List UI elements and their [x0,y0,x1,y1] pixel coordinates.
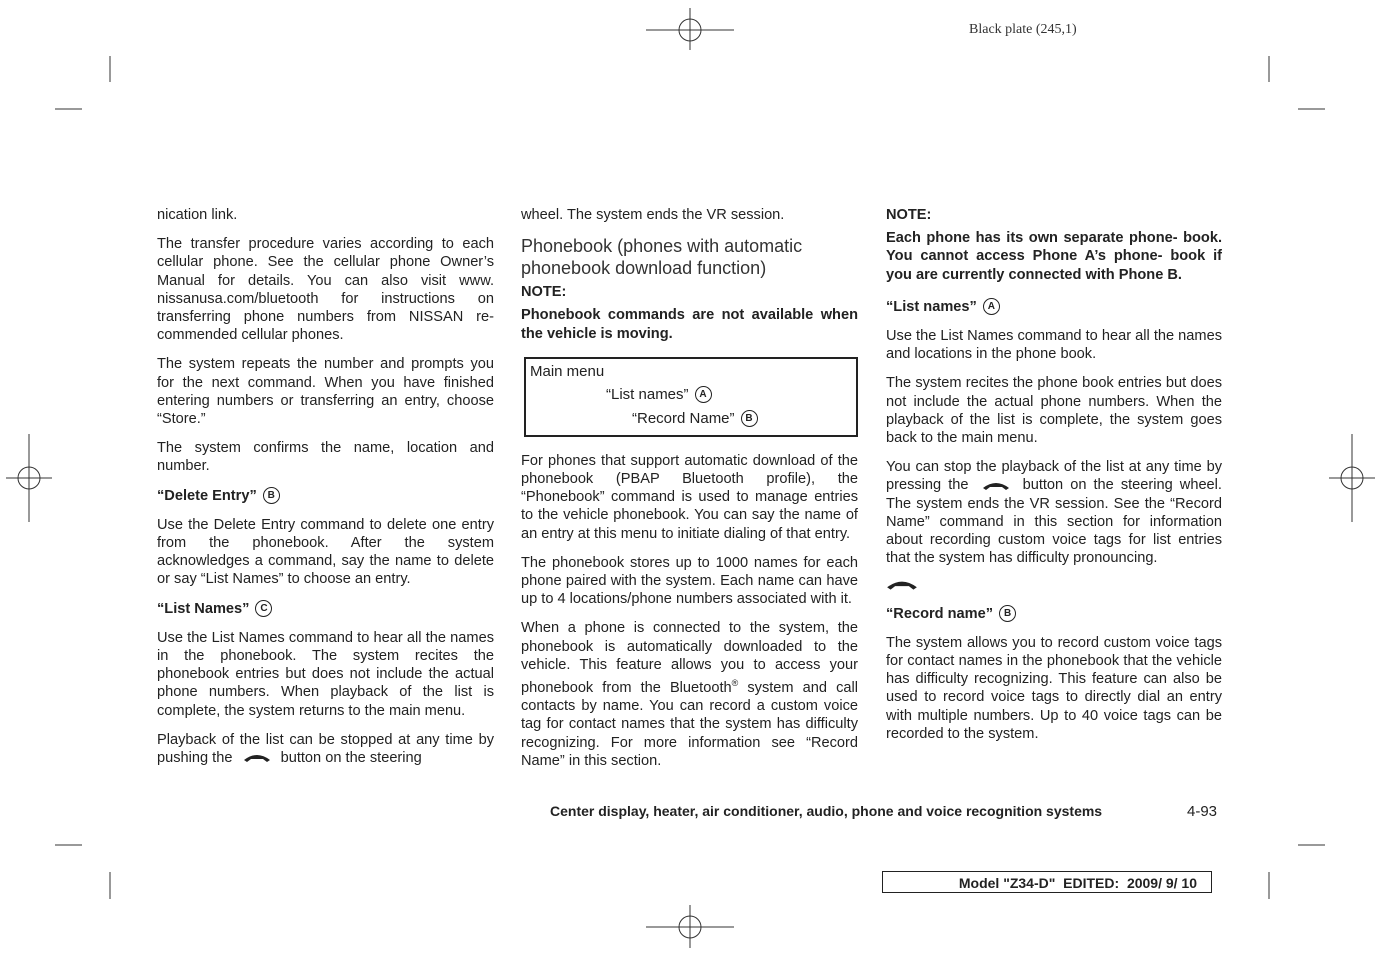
paragraph: wheel. The system ends the VR session. [521,207,785,223]
phone-icon-block [886,578,1222,596]
paragraph: The system recites the phone book entries but does not include the actual phone numbers. When the playback of the list is complete, the system goes back to the main menu. [886,375,1222,447]
callout-c-badge: C [255,600,272,617]
model-label: Model [958,875,1000,891]
registered-mark: ® [731,678,739,689]
paragraph: Use the Delete Entry command to delete one entry from the phonebook. After the system acknowledges a command, say the name to delete or say “List Names” to choose an entry. [157,516,494,588]
paragraph: Use the List Names command to hear all the names in the phonebook. The system recites the phonebook entries but does not include the actual phone numbers. When playback of the list is complete, the system returns to the main menu. [157,629,494,719]
paragraph [521,619,858,769]
paragraph-text: You can stop the playback of the list at any time by pressing the [886,459,1222,494]
paragraph: For phones that support automatic download of the phonebook (PBAP Bluetooth profile), the “Phonebook” command is used to manage entries to the vehicle phonebook. You can say the name of an entry at this menu to initiate dialing of that entry. [521,452,858,542]
paragraph: Use the List Names command to hear all the names and locations in the phone book. [886,328,1222,363]
list-names-heading [157,600,494,618]
paragraph-text: button on the steering wheel. The system ends the VR session. See the “Record Name” command in this section for information about recording custom voice tags for list entries that the system has difficulty pronouncing. [886,477,1222,567]
paragraph: The system allows you to record custom voice tags for contact names in the phonebook that the vehicle has difficulty recognizing. This feature can also be used to record voice tags to directly dial an entry with multiple numbers. Up to 40 voice tags can be recorded to the system. [886,634,1222,742]
column-1 [157,206,494,778]
plate-label: Black plate (245,1) [969,22,1077,37]
callout-b-badge: B [263,487,280,504]
menu-item-list-names [606,386,712,404]
heading-text: “List names” [886,298,977,315]
menu-title: Main menu [530,362,605,380]
menu-item-text: “List names” [606,385,689,403]
phone-hangup-icon [243,753,271,763]
heading-text: “List Names” [157,600,250,617]
note-heading: NOTE: [886,207,932,223]
record-name-heading [886,605,1222,623]
paragraph-text: Playback of the list can be stopped at any time by pushing the [157,731,494,767]
phone-hangup-icon [886,579,918,591]
callout-b-badge: B [741,410,758,427]
paragraph: The system repeats the number and prompts you for the next command. When you have finished entering numbers or transferring an entry, choose “Store.” [157,356,494,428]
callout-a-badge: A [695,386,712,403]
footer-section-title: Center display, heater, air conditioner, audio, phone and voice recognition systems [550,803,1103,819]
section-title: Phonebook (phones with automatic phonebook download function) [521,236,803,279]
paragraph [157,731,494,767]
menu-item-record-name [632,410,758,428]
note-body: Each phone has its own separate phone- book. You cannot access Phone A’s phone- book if you are currently connected with Phone B. [886,230,1222,283]
paragraph-text: button on the steering [280,750,422,767]
menu-item-text: “Record Name” [632,409,735,427]
page-number: 4-93 [1187,803,1218,820]
paragraph: The transfer procedure varies according to each cellular phone. See the cellular phone Owner’s Manual for details. You can also visit www. nissanusa.com/bluetooth for instructions on transferring phone numbers from NISSAN re- commended cellular phones. [157,236,494,344]
list-names-heading [886,298,1222,316]
delete-entry-heading [157,487,494,505]
paragraph: The phonebook stores up to 1000 names for each phone paired with the system. Each name can have up to 4 locations/phone numbers associated with it. [521,554,858,608]
paragraph-text: system and call contacts by name. You can record a custom voice tag for contact names that the system has difficulty recognizing. For more information see “Record Name” in this section. [521,679,858,769]
model-edited-box [882,871,1212,893]
model-code: "Z34-D" [1003,875,1056,891]
heading-text: “Record name” [886,605,994,622]
paragraph [886,458,1222,567]
note-body: Phonebook commands are not available when the vehicle is moving. [521,307,858,342]
callout-a-badge: A [983,298,1000,315]
paragraph-text: When a phone is connected to the system, the phonebook is automatically downloaded to the vehicle. This feature allows you to access your phonebook from the Bluetooth [521,620,858,696]
paragraph: The system confirms the name, location and number. [157,440,494,475]
note-heading: NOTE: [521,284,567,301]
callout-b-badge: B [999,605,1016,622]
phone-hangup-icon [982,481,1010,491]
paragraph: nication link. [157,207,238,223]
main-menu-diagram [524,357,858,437]
edited-date: 2009/ 9/ 10 [1126,875,1197,891]
column-3 [886,206,1222,754]
edited-label: EDITED: [1063,875,1120,891]
heading-text: “Delete Entry” [157,487,257,504]
column-2 [521,206,858,781]
